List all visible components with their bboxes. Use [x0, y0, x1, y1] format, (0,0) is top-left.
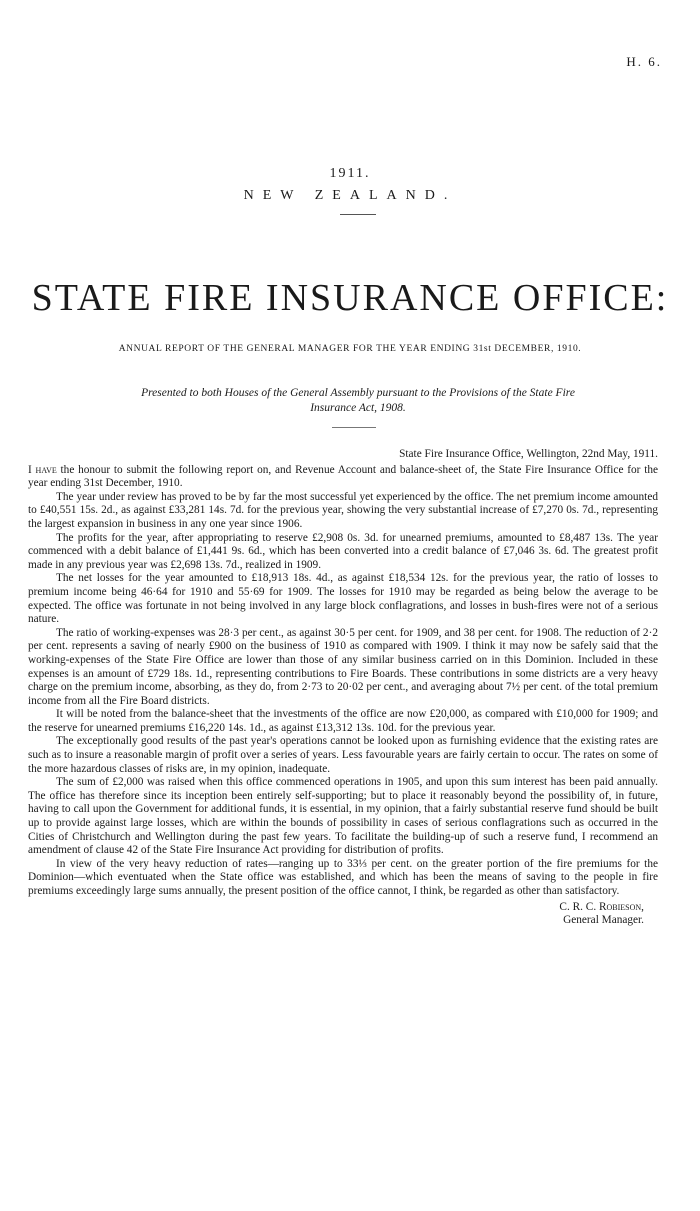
country-heading: NEW ZEALAND.	[243, 188, 457, 203]
divider-rule	[332, 427, 376, 428]
page-reference: H. 6.	[626, 54, 662, 69]
letter-paragraph: I have the honour to submit the following report on, and Revenue Account and balance-sheet of, the State Fire Insurance Office for the year ending 31st December, 1910.	[28, 463, 659, 490]
document-title: STATE FIRE INSURANCE OFFICE:	[31, 277, 669, 319]
document-subtitle: ANNUAL REPORT OF THE GENERAL MANAGER FOR THE YEAR ENDING 31st DECEMBER, 1910.	[118, 344, 582, 354]
letter-paragraph: In view of the very heavy reduction of rates—ranging up to 33⅓ per cent. on the greater portion of the fire premiums for the Dominion—which eventuated when the State office was established, and which has been the means of saving to the people in fire premiums exceedingly large sums annually, the present position of the office cannot, I think, be regarded as other than satisfactory.	[28, 857, 658, 897]
letter-paragraph: It will be noted from the balance-sheet that the investments of the office are now £20,000, as compared with £10,000 for 1909; and the reserve for unearned premiums £16,220 14s. 1d., as against £13,312 13s. 10d. for the previous year.	[28, 708, 658, 734]
letter-paragraph: The year under review has proved to be by far the most successful yet experienced by the office. The net premium income amounted to £40,551 15s. 2d., as against £33,281 14s. 7d. for the previous year, showing the very substantial increase of £7,270 0s. 7d., representing the largest expansion in business in any one year since 1906.	[28, 490, 658, 530]
presentation-note: Presented to both Houses of the General Assembly pursuant to the Provisions of the State Fire Insurance Act, 1908.	[141, 387, 575, 414]
report-year: 1911.	[329, 166, 371, 181]
opening-word: I have	[28, 463, 57, 476]
signature-title: General Manager.	[563, 914, 644, 927]
divider-rule	[340, 214, 376, 215]
letter-paragraph: The profits for the year, after appropriating to reserve £2,908 0s. 3d. for unearned premiums, amounted to £8,487 13s. The year commenced with a debit balance of £1,441 9s. 6d., which has been converted into a credit balance of £7,046 3s. 6d. The greatest profit made in any previous year was £2,698 13s. 7d., realized in 1909.	[28, 531, 658, 571]
letter-paragraph: The exceptionally good results of the past year's operations cannot be looked upon as furnishing evidence that the existing rates are such as to insure a reasonable margin of profit over a series of years. Less favourable years are fairly certain to occur. The rates on some of the more hazardous classes of risks are, in my opinion, inadequate.	[28, 735, 658, 775]
letter-paragraph: The sum of £2,000 was raised when this office commenced operations in 1905, and upon this sum interest has been paid annually. The office has therefore since its inception been entirely self-supporting; but to place it reasonably beyond the possibility of, in future, having to call upon the Government for additional funds, it is essential, in my opinion, that a fairly substantial reserve fund should be built up to provide against large losses, which are within the bounds of possibility in cases of serious conflagrations such as occurred in the Cities of Christchurch and Wellington during the past few years. To facilitate the building-up of such a reserve fund, I recommend an amendment of clause 42 of the State Fire Insurance Act providing for distribution of profits.	[28, 776, 658, 857]
signature-name: C. R. C. Robieson,	[559, 900, 644, 913]
letter-address: State Fire Insurance Office, Wellington, 22nd May, 1911.	[399, 448, 658, 460]
signature-block	[28, 901, 658, 928]
letter-paragraph: The net losses for the year amounted to £18,913 18s. 4d., as against £18,534 12s. for the previous year, the ratio of losses to premium income being 46·64 for 1910 and 55·69 for 1909. The losses for 1910 may be regarded as being below the average to be expected. The office was fortunate in not being involved in any large block conflagrations, and losses in bush-fires were not of a serious nature.	[28, 572, 658, 626]
report-letter	[28, 448, 658, 928]
letter-paragraph: The ratio of working-expenses was 28·3 per cent., as against 30·5 per cent. for 1909, and 38 per cent. for 1908. The reduction of 2·2 per cent. represents a saving of nearly £900 on the business of 1910 as compared with 1909. I think it may now be safely said that the working-expenses of the State Fire Office are lower than those of any similar business carried on in this Dominion. Included in these expenses is an amount of £729 18s. 1d., representing contributions to Fire Boards. These contributions in some districts are a very heavy charge on the premium income, absorbing, as they do, from 2·73 to 20·02 per cent., and averaging about 7½ per cent. of the total premium income from all the Fire Board districts.	[28, 626, 658, 707]
